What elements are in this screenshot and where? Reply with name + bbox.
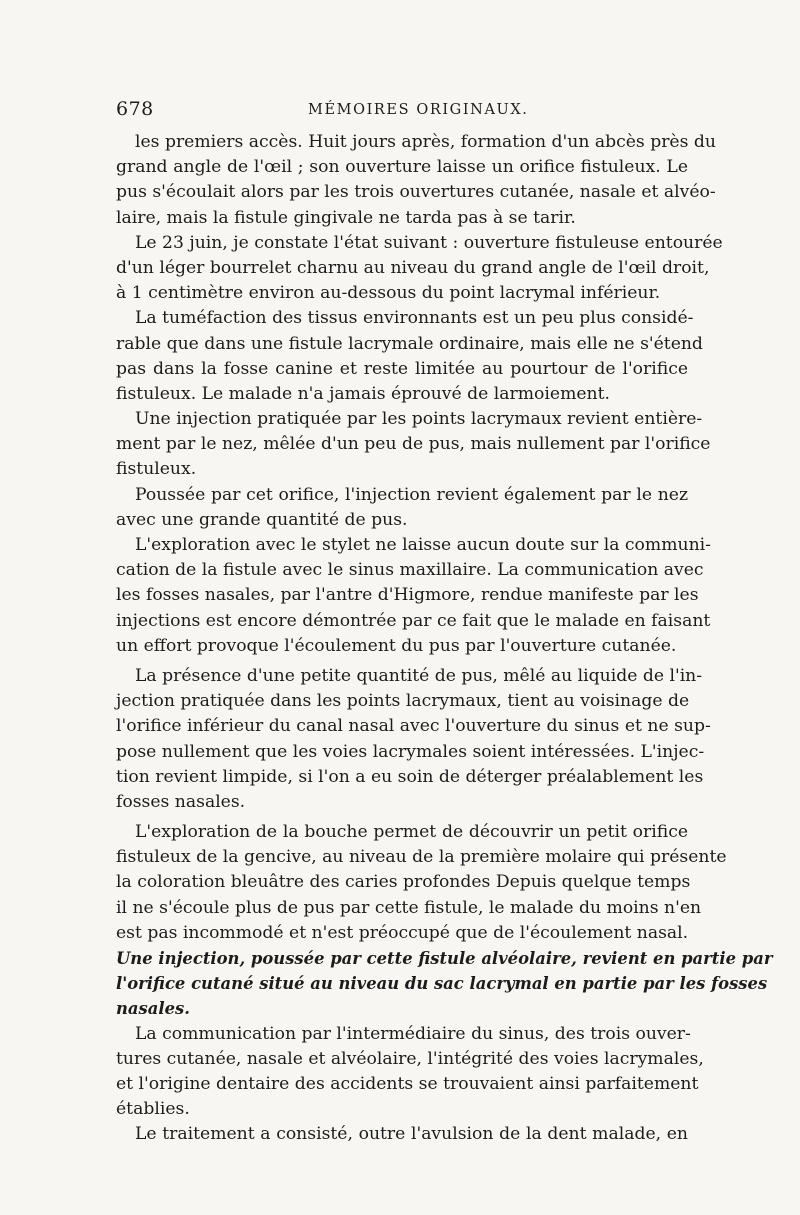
text-line: Le traitement a consisté, outre l'avulsion de la dent malade, en [135, 1124, 688, 1145]
text-line: pus s'écoulait alors par les trois ouvertures cutanée, nasale et alvéo- [116, 182, 716, 203]
text-line: Poussée par cet orifice, l'injection revient également par le nez [135, 484, 688, 505]
text-line: fistuleux. Le malade n'a jamais éprouvé de larmoiement. [116, 383, 610, 404]
text-line: fistuleux de la gencive, au niveau de la première molaire qui présente [116, 847, 727, 868]
page-number: 678 [116, 98, 154, 120]
paragraph [116, 407, 711, 483]
text-line: pose nullement que les voies lacrymales soient intéressées. L'injec- [116, 741, 705, 762]
text-line: tures cutanée, nasale et alvéolaire, l'intégrité des voies lacrymales, [116, 1048, 704, 1069]
text-line: pas dans la fosse canine et reste limitée au pourtour de l'orifice [116, 358, 688, 379]
italic-text-line: nasales. [116, 999, 190, 1019]
text-line: jection pratiquée dans les points lacrymaux, tient au voisinage de [116, 691, 690, 712]
text-line: tion revient limpide, si l'on a eu soin de déterger préalablement les [116, 766, 704, 787]
paragraph [116, 664, 711, 815]
page-header [116, 98, 688, 124]
text-line: il ne s'écoule plus de pus par cette fistule, le malade du moins n'en [116, 897, 702, 918]
text-line: cation de la fistule avec le sinus maxillaire. La communication avec [116, 560, 704, 581]
text-line: L'exploration de la bouche permet de découvrir un petit orifice [135, 822, 688, 843]
text-line: grand angle de l'œil ; son ouverture laisse un orifice fistuleux. Le [116, 157, 688, 178]
text-line: un effort provoque l'écoulement du pus par l'ouverture cutanée. [116, 635, 677, 656]
text-line: les fosses nasales, par l'antre d'Higmore, rendue manifeste par les [116, 585, 699, 606]
paragraph [116, 1122, 688, 1147]
text-line: Le 23 juin, je constate l'état suivant : ouverture fistuleuse entourée [135, 232, 723, 253]
text-line: La tuméfaction des tissus environnants est un peu plus considé- [135, 308, 694, 329]
italic-text-line: l'orifice cutané situé au niveau du sac lacrymal en partie par les fosses [116, 974, 768, 994]
text-line: établies. [116, 1099, 190, 1120]
text-line: et l'origine dentaire des accidents se trouvaient ainsi parfaitement [116, 1073, 699, 1094]
text-line: avec une grande quantité de pus. [116, 509, 408, 530]
text-line: fosses nasales. [116, 791, 246, 812]
italic-text-line: Une injection, poussée par cette fistule alvéolaire, revient en partie par [116, 949, 773, 968]
paragraph [116, 820, 773, 1022]
text-line: laire, mais la fistule gingivale ne tarda pas à se tarir. [116, 207, 576, 228]
text-line: L'exploration avec le stylet ne laisse aucun doute sur la communi- [135, 535, 711, 555]
text-line: la coloration bleuâtre des caries profondes Depuis quelque temps [116, 872, 691, 893]
paragraph [116, 306, 703, 407]
text-line: injections est encore démontrée par ce fait que le malade en faisant [116, 610, 711, 631]
paragraph [116, 1022, 704, 1123]
text-line: La présence d'une petite quantité de pus, mêlé au liquide de l'in- [135, 665, 703, 686]
text-line: rable que dans une fistule lacrymale ordinaire, mais elle ne s'étend [116, 333, 703, 354]
text-line: est pas incommodé et n'est préoccupé que de l'écoulement nasal. [116, 922, 689, 943]
text-line: l'orifice inférieur du canal nasal avec l'ouverture du sinus et ne sup- [116, 716, 711, 737]
text-line: La communication par l'intermédiaire du sinus, des trois ouver- [135, 1023, 691, 1044]
body-text [116, 130, 773, 1148]
paragraph [116, 533, 711, 659]
paragraph [116, 483, 688, 533]
paragraph [116, 231, 723, 307]
text-line: fistuleux. [116, 459, 197, 480]
text-line: les premiers accès. Huit jours après, formation d'un abcès près du [135, 132, 716, 152]
text-line: ment par le nez, mêlée d'un peu de pus, mais nullement par l'orifice [116, 434, 711, 455]
paragraph [116, 130, 716, 231]
text-line: Une injection pratiquée par les points lacrymaux revient entière- [135, 409, 703, 430]
text-line: d'un léger bourrelet charnu au niveau du grand angle de l'œil droit, [116, 257, 710, 278]
running-head: MÉMOIRES ORIGINAUX. [308, 102, 529, 118]
text-line: à 1 centimètre environ au-dessous du point lacrymal inférieur. [116, 283, 661, 304]
